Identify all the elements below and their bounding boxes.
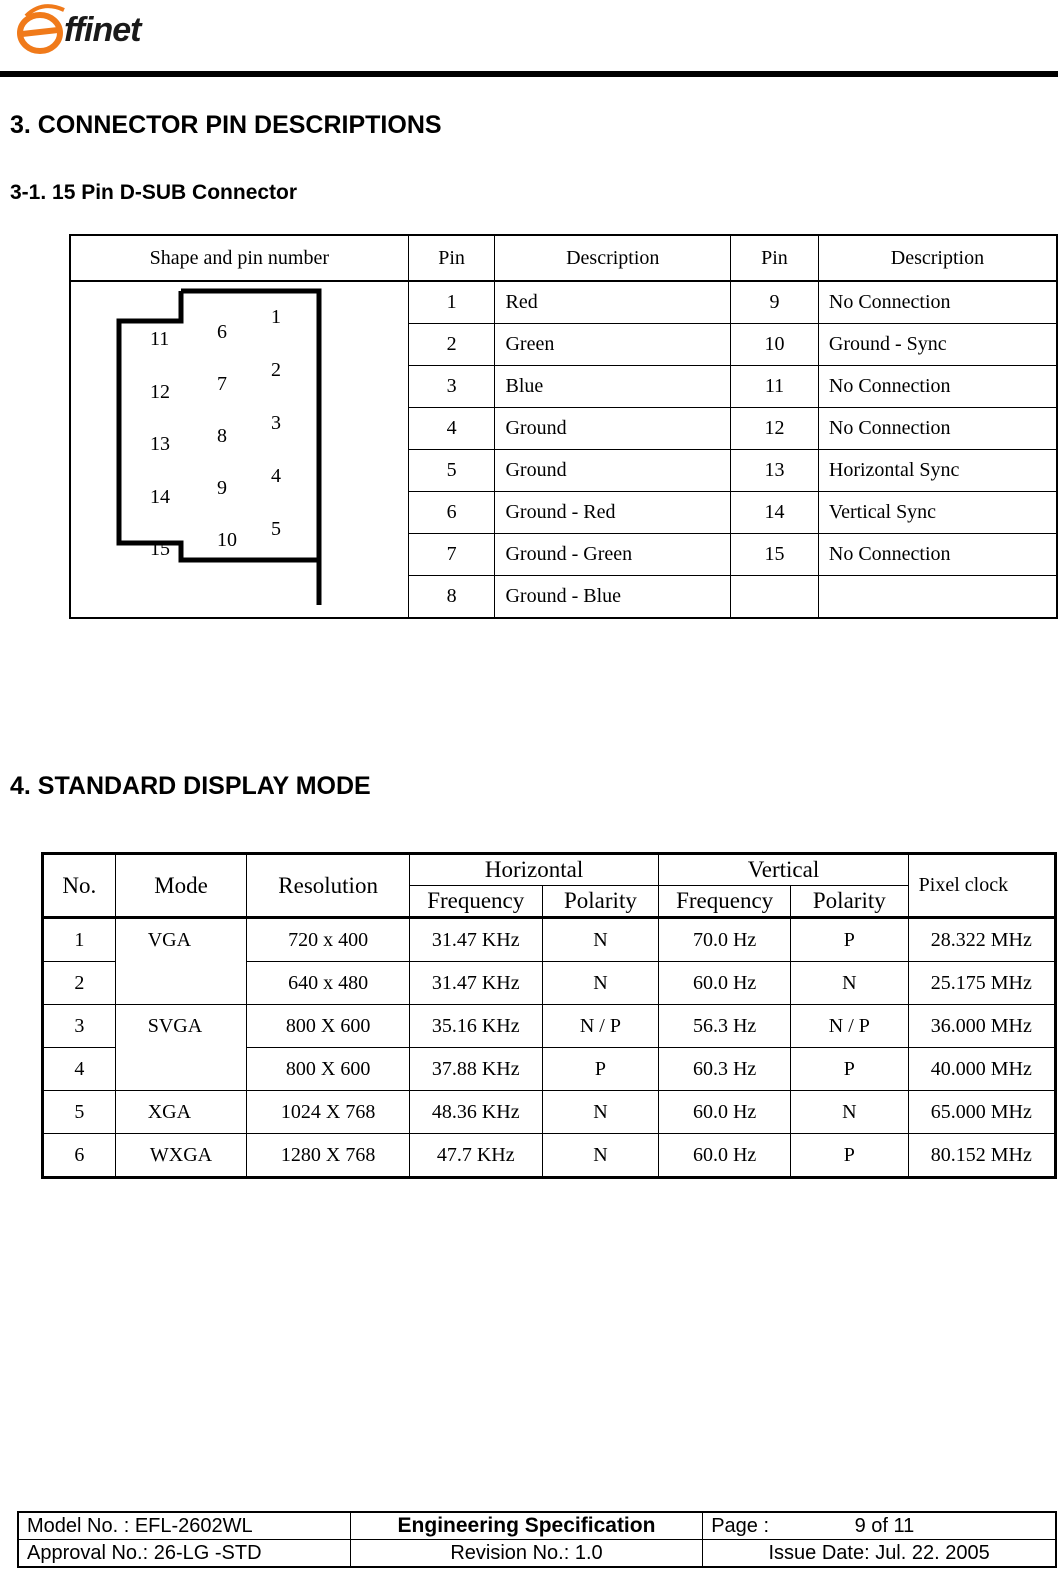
header-horizontal: Horizontal — [409, 854, 658, 886]
section-3-1-subtitle: 3-1. 15 Pin D-SUB Connector — [10, 181, 298, 204]
pin-number: 4 — [408, 408, 495, 450]
pin-label: 8 — [217, 425, 227, 447]
pin-label: 13 — [150, 433, 170, 455]
mode-h-frequency: 31.47 KHz — [409, 962, 542, 1005]
mode-v-frequency: 60.0 Hz — [659, 1091, 791, 1134]
pin-description: Ground - Blue — [495, 576, 731, 619]
mode-pixel-clock: 65.000 MHz — [908, 1091, 1055, 1134]
mode-pixel-clock: 40.000 MHz — [908, 1048, 1055, 1091]
header-pin-b: Pin — [731, 235, 819, 281]
pin-label: 12 — [150, 381, 170, 403]
footer-issue-date: Issue Date: Jul. 22. 2005 — [703, 1540, 1056, 1568]
mode-no: 2 — [43, 962, 116, 1005]
header-pin-a: Pin — [408, 235, 495, 281]
pin-description: Red — [495, 281, 731, 324]
table-row — [70, 281, 1057, 324]
footer-page-value: 9 of 11 — [854, 1514, 915, 1537]
pin-number: 11 — [731, 366, 819, 408]
footer-approval: Approval No.: 26-LG -STD — [18, 1540, 350, 1568]
display-mode-table — [41, 852, 1057, 1179]
header-h-frequency: Frequency — [409, 886, 542, 918]
mode-h-frequency: 37.88 KHz — [409, 1048, 542, 1091]
pin-description: Ground - Red — [495, 492, 731, 534]
pin-label: 14 — [150, 486, 170, 508]
pin-number: 15 — [731, 534, 819, 576]
dsub-connector-icon — [71, 282, 410, 622]
footer-page — [703, 1512, 1056, 1540]
mode-h-polarity: N — [542, 1134, 659, 1178]
mode-name: WXGA — [115, 1134, 247, 1178]
pin-label: 11 — [150, 328, 170, 350]
footer-model: Model No. : EFL-2602WL — [18, 1512, 350, 1540]
mode-pixel-clock: 25.175 MHz — [908, 962, 1055, 1005]
header-description-a: Description — [495, 235, 731, 281]
mode-h-frequency: 31.47 KHz — [409, 918, 542, 962]
pin-description: No Connection — [818, 408, 1057, 450]
mode-h-polarity: N — [542, 918, 659, 962]
pin-description: Blue — [495, 366, 731, 408]
pin-description: No Connection — [818, 534, 1057, 576]
mode-resolution: 800 X 600 — [247, 1048, 410, 1091]
pin-label: 6 — [217, 321, 227, 343]
footer-spec: Engineering Specification — [350, 1512, 702, 1540]
pin-number: 5 — [408, 450, 495, 492]
mode-h-polarity: N — [542, 1091, 659, 1134]
table-row — [43, 962, 1056, 1005]
pin-number: 14 — [731, 492, 819, 534]
mode-h-polarity: N — [542, 962, 659, 1005]
header-description-b: Description — [818, 235, 1057, 281]
mode-no: 5 — [43, 1091, 116, 1134]
mode-resolution: 800 X 600 — [247, 1005, 410, 1048]
pin-number: 3 — [408, 366, 495, 408]
mode-name — [115, 962, 247, 1005]
pin-description: No Connection — [818, 366, 1057, 408]
table-row — [43, 918, 1056, 962]
header-rule — [0, 71, 1058, 77]
pin-description: Ground — [495, 450, 731, 492]
mode-v-polarity: N / P — [790, 1005, 908, 1048]
footer-info-table — [17, 1511, 1057, 1568]
mode-no: 4 — [43, 1048, 116, 1091]
pin-number: 9 — [731, 281, 819, 324]
mode-pixel-clock: 28.322 MHz — [908, 918, 1055, 962]
pin-description: Green — [495, 324, 731, 366]
pin-description: Vertical Sync — [818, 492, 1057, 534]
mode-name: SVGA — [115, 1005, 247, 1048]
mode-resolution: 1280 X 768 — [247, 1134, 410, 1178]
mode-h-frequency: 35.16 KHz — [409, 1005, 542, 1048]
header-mode: Mode — [115, 854, 247, 918]
mode-h-polarity: P — [542, 1048, 659, 1091]
mode-pixel-clock: 36.000 MHz — [908, 1005, 1055, 1048]
header-no: No. — [43, 854, 116, 918]
pin-number: 13 — [731, 450, 819, 492]
pin-number: 2 — [408, 324, 495, 366]
pin-number: 12 — [731, 408, 819, 450]
mode-v-frequency: 60.0 Hz — [659, 962, 791, 1005]
pin-label: 5 — [271, 518, 281, 540]
mode-resolution: 720 x 400 — [247, 918, 410, 962]
company-logo — [12, 2, 182, 58]
mode-v-polarity: P — [790, 1134, 908, 1178]
mode-h-polarity: N / P — [542, 1005, 659, 1048]
footer-revision: Revision No.: 1.0 — [350, 1540, 702, 1568]
connector-pin-table — [69, 234, 1058, 619]
mode-name: VGA — [115, 918, 247, 962]
pin-label: 7 — [217, 373, 227, 395]
header-h-polarity: Polarity — [542, 886, 659, 918]
pin-number — [731, 576, 819, 619]
table-row — [43, 1134, 1056, 1178]
pin-label: 1 — [271, 306, 281, 328]
pin-description: Ground - Sync — [818, 324, 1057, 366]
mode-resolution: 1024 X 768 — [247, 1091, 410, 1134]
footer-page-label: Page : — [711, 1514, 770, 1537]
pin-description: Ground — [495, 408, 731, 450]
pin-description: Ground - Green — [495, 534, 731, 576]
pin-description: Horizontal Sync — [818, 450, 1057, 492]
mode-v-polarity: P — [790, 1048, 908, 1091]
pin-description: No Connection — [818, 281, 1057, 324]
pin-label: 3 — [271, 412, 281, 434]
mode-name: XGA — [115, 1091, 247, 1134]
pin-number: 7 — [408, 534, 495, 576]
header-v-frequency: Frequency — [659, 886, 791, 918]
header-resolution: Resolution — [247, 854, 410, 918]
mode-pixel-clock: 80.152 MHz — [908, 1134, 1055, 1178]
mode-no: 6 — [43, 1134, 116, 1178]
mode-no: 3 — [43, 1005, 116, 1048]
pin-number: 6 — [408, 492, 495, 534]
mode-v-polarity: P — [790, 918, 908, 962]
table-row — [43, 1005, 1056, 1048]
mode-no: 1 — [43, 918, 116, 962]
section-3-title: 3. CONNECTOR PIN DESCRIPTIONS — [10, 111, 442, 139]
mode-v-polarity: N — [790, 962, 908, 1005]
mode-h-frequency: 47.7 KHz — [409, 1134, 542, 1178]
pin-number: 10 — [731, 324, 819, 366]
header-v-polarity: Polarity — [790, 886, 908, 918]
mode-v-frequency: 56.3 Hz — [659, 1005, 791, 1048]
table-row — [43, 1048, 1056, 1091]
header-pixel-clock: Pixel clock — [908, 854, 1055, 918]
table-row — [43, 1091, 1056, 1134]
pin-number: 8 — [408, 576, 495, 619]
header-vertical: Vertical — [659, 854, 908, 886]
mode-v-frequency: 70.0 Hz — [659, 918, 791, 962]
mode-v-frequency: 60.0 Hz — [659, 1134, 791, 1178]
mode-v-frequency: 60.3 Hz — [659, 1048, 791, 1091]
mode-resolution: 640 x 480 — [247, 962, 410, 1005]
connector-shape-diagram — [70, 281, 408, 618]
logo-e-icon — [12, 2, 72, 58]
mode-v-polarity: N — [790, 1091, 908, 1134]
pin-label: 10 — [217, 529, 237, 551]
header-shape: Shape and pin number — [70, 235, 408, 281]
pin-description — [818, 576, 1057, 619]
pin-label: 2 — [271, 359, 281, 381]
logo-text: ffinet — [64, 11, 141, 49]
pin-label: 15 — [150, 538, 170, 560]
mode-h-frequency: 48.36 KHz — [409, 1091, 542, 1134]
pin-number: 1 — [408, 281, 495, 324]
pin-label: 9 — [217, 477, 227, 499]
section-4-title: 4. STANDARD DISPLAY MODE — [10, 772, 371, 800]
mode-name — [115, 1048, 247, 1091]
pin-label: 4 — [271, 465, 281, 487]
